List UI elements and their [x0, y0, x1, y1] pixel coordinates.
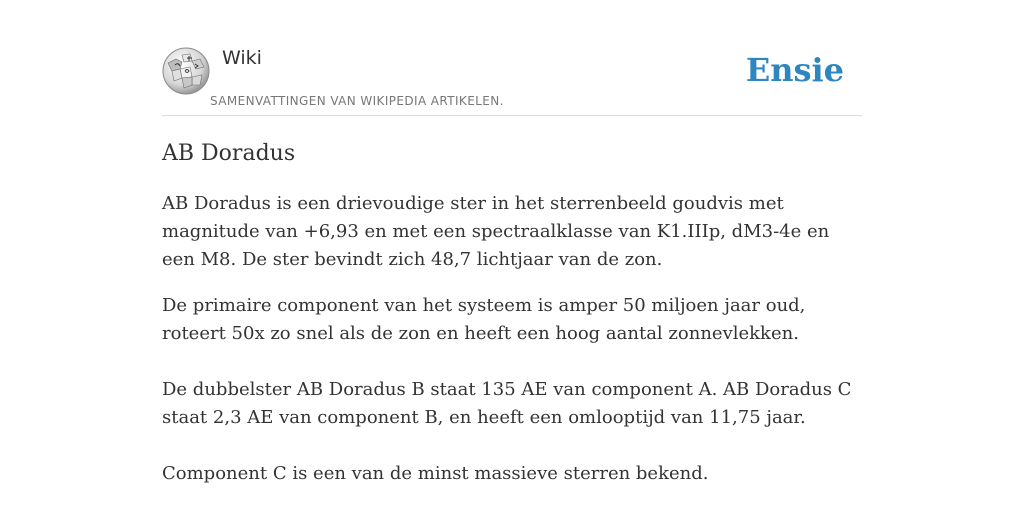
- article-paragraph: Component C is een van de minst massieve sterren bekend.: [162, 463, 709, 484]
- ensie-brand-link[interactable]: Ensie: [745, 51, 844, 89]
- article-title: AB Doradus: [162, 141, 296, 166]
- wikipedia-globe-icon[interactable]: [162, 47, 210, 95]
- site-name[interactable]: Wiki: [222, 47, 262, 69]
- article-content: [162, 138, 862, 488]
- site-header: [162, 44, 862, 116]
- article-paragraph: De primaire component van het systeem is amper 50 miljoen jaar oud, roteert 50x zo snel als de zon en heeft een hoog aantal zonnevlekken.: [162, 295, 806, 344]
- site-tagline: SAMENVATTINGEN VAN WIKIPEDIA ARTIKELEN.: [210, 94, 504, 108]
- article-paragraph: De dubbelster AB Doradus B staat 135 AE van component A. AB Doradus C staat 2,3 AE van component B, en heeft een omlooptijd van 11,75 jaar.: [162, 379, 852, 428]
- article-paragraph: AB Doradus is een drievoudige ster in het sterrenbeeld goudvis met magnitude van +6,93 en met een spectraalklasse van K1.IIIp, dM3-4e en een M8. De ster bevindt zich 48,7 lichtjaar van de zon.: [162, 193, 830, 270]
